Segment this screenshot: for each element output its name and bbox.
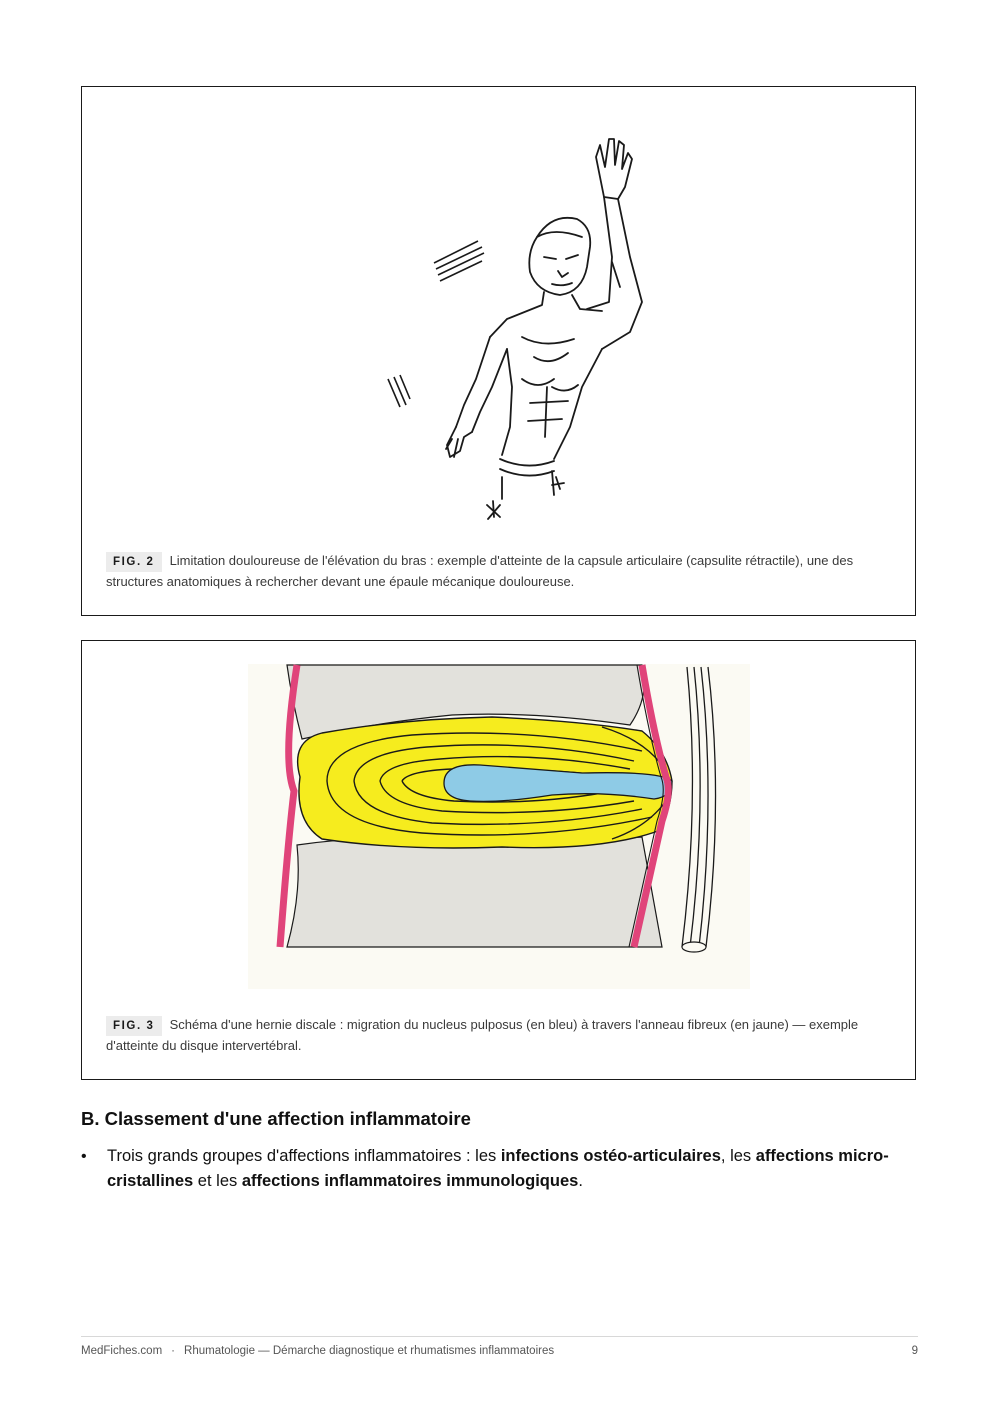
bullet-text: Trois grands groupes d'affections inflammatoires : les	[107, 1147, 501, 1165]
shoulder-illustration	[82, 87, 917, 537]
page-footer	[81, 1345, 918, 1357]
footer-separator: ·	[171, 1345, 176, 1357]
footer-site: MedFiches.com	[81, 1345, 163, 1357]
disc-herniation-diagram	[82, 641, 917, 1001]
bullet-text: et les	[193, 1172, 242, 1190]
figure-label: FIG. 2	[106, 552, 162, 572]
figure-2	[81, 86, 916, 616]
figure-caption	[106, 1015, 885, 1056]
footer-divider	[81, 1336, 918, 1337]
list-item	[81, 1144, 921, 1194]
figure-label: FIG. 3	[106, 1016, 162, 1036]
figure-caption	[106, 551, 885, 592]
bold-term: affections micro-cristallines	[107, 1147, 889, 1190]
page-number: 9	[911, 1345, 918, 1357]
bullet-list	[81, 1144, 921, 1194]
bullet-text: , les	[720, 1147, 756, 1165]
footer-document-title: Rhumatologie — Démarche diagnostique et rhumatismes inflammatoires	[184, 1345, 555, 1357]
caption-text: Limitation douloureuse de l'élévation du bras : exemple d'atteinte de la capsule articulaire (capsulite rétractile), une des structures anatomiques à rechercher devant une épaule mécanique douloureuse.	[106, 553, 854, 589]
section-heading: B. Classement d'une affection inflammatoire	[81, 1108, 471, 1129]
bullet-text: .	[578, 1172, 583, 1190]
bullet-icon: •	[81, 1148, 87, 1165]
figure-3	[81, 640, 916, 1080]
bold-term: affections inflammatoires immunologiques	[241, 1172, 579, 1190]
caption-text: Schéma d'une hernie discale : migration du nucleus pulposus (en bleu) à travers l'anneau fibreux (en jaune) — exemple d'atteinte du disque intervertébral.	[106, 1017, 859, 1053]
bold-term: infections ostéo-articulaires	[500, 1147, 721, 1165]
